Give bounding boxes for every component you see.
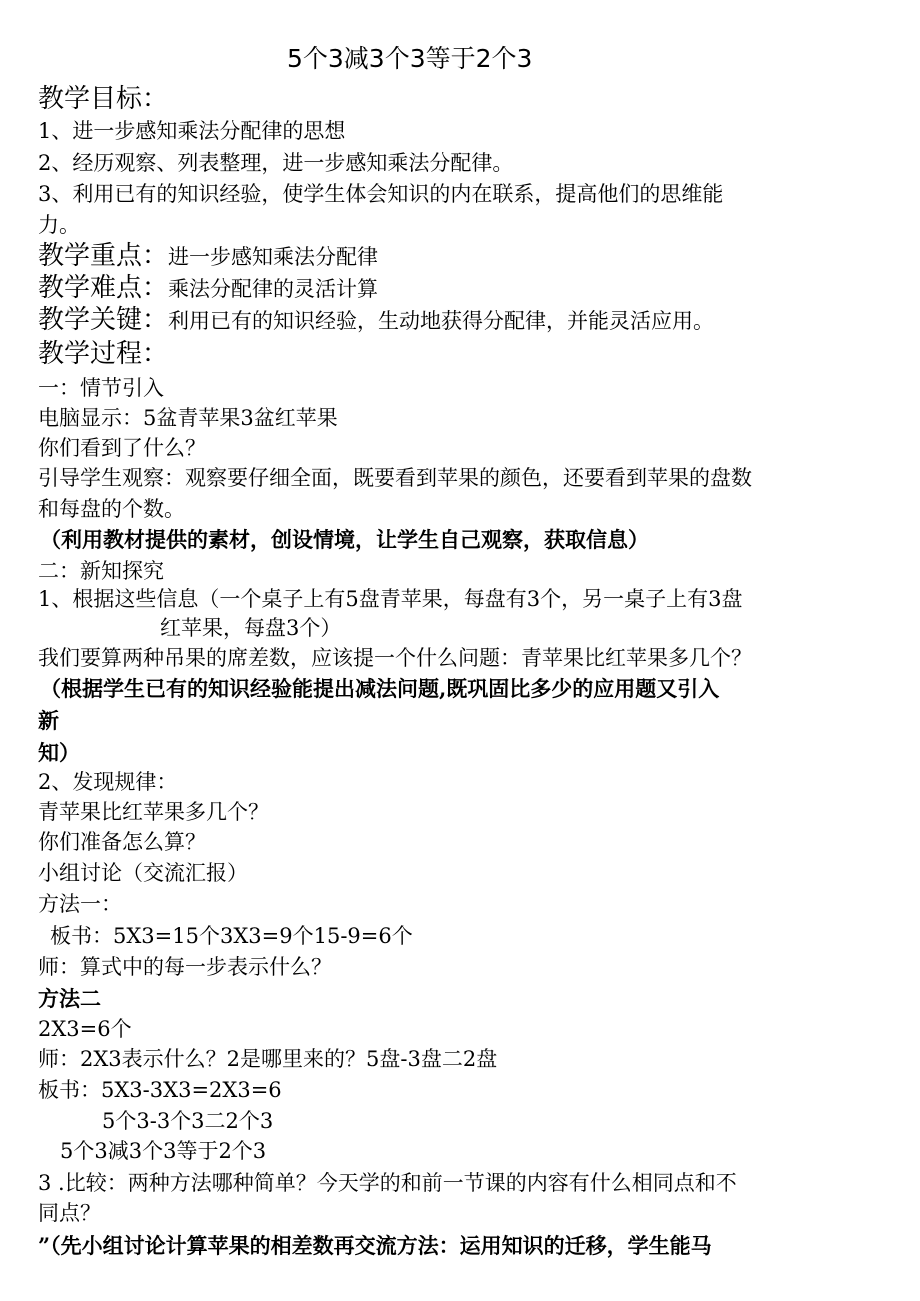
note-bold: ”（先小组讨论计算苹果的相差数再交流方法：运用知识的迁移，学生能马 bbox=[38, 1233, 712, 1258]
heading-difficulty: 教学难点： bbox=[38, 273, 169, 303]
text-line: 2、发现规律： bbox=[38, 770, 178, 794]
text-line: 红苹果，每盘3个） bbox=[160, 616, 342, 640]
text-line: 引导学生观察：观察要仔细全面，既要看到苹果的颜色，还要看到苹果的盘数 bbox=[38, 466, 752, 490]
key-point-row bbox=[38, 241, 378, 272]
method-2-heading: 方法二 bbox=[38, 986, 101, 1011]
text-line: 你们准备怎么算？ bbox=[38, 830, 206, 854]
text-line: 1、根据这些信息（一个桌子上有5盘青苹果，每盘有3个，另一桌子上有3盘 bbox=[38, 587, 743, 611]
text-line: 师：2X3表示什么？2是哪里来的？5盘-3盘二2盘 bbox=[38, 1047, 498, 1071]
text-line: 你们看到了什么？ bbox=[38, 436, 206, 460]
text-line: 2X3=6个 bbox=[38, 1017, 132, 1041]
difficulty-text: 乘法分配律的灵活计算 bbox=[168, 277, 379, 301]
note-bold: 知） bbox=[38, 740, 80, 765]
text-line: 方法一： bbox=[38, 892, 122, 916]
board-writing: 5个3-3个3二2个3 bbox=[102, 1109, 274, 1133]
text-line: 小组讨论（交流汇报） bbox=[38, 861, 248, 885]
section-2-heading: 二：新知探究 bbox=[38, 559, 164, 583]
objective-3-cont: 力。 bbox=[38, 213, 80, 237]
text-line: 青苹果比红苹果多几个？ bbox=[38, 800, 269, 824]
page-title: 5个3减3个3等于2个3 bbox=[287, 44, 533, 73]
note-bold: 新 bbox=[38, 708, 59, 733]
text-line: 我们要算两种吊果的席差数，应该提一个什么问题：青苹果比红苹果多几个？ bbox=[38, 646, 752, 670]
objective-3: 3、利用已有的知识经验，使学生体会知识的内在联系，提高他们的思维能 bbox=[38, 182, 724, 206]
text-line: 和每盘的个数。 bbox=[38, 497, 185, 521]
board-writing: 板书：5X3=15个3X3=9个15-9=6个 bbox=[50, 924, 413, 948]
key-text: 利用已有的知识经验，生动地获得分配律，并能灵活应用。 bbox=[168, 309, 715, 333]
heading-key: 教学关键： bbox=[38, 305, 169, 335]
key-point-text: 进一步感知乘法分配律 bbox=[168, 245, 379, 269]
text-line: 3 .比较：两种方法哪种简单？今天学的和前一节课的内容有什么相同点和不 bbox=[38, 1171, 737, 1195]
board-writing: 5个3减3个3等于2个3 bbox=[60, 1139, 267, 1163]
objective-2: 2、经历观察、列表整理，进一步感知乘法分配律。 bbox=[38, 151, 514, 175]
note-bold: （利用教材提供的素材，创设情境，让学生自己观察，获取信息） bbox=[40, 527, 649, 552]
heading-key-point: 教学重点： bbox=[38, 241, 169, 271]
heading-process: 教学过程： bbox=[38, 339, 169, 369]
difficulty-row bbox=[38, 273, 378, 304]
heading-objectives: 教学目标： bbox=[38, 84, 169, 114]
key-row bbox=[38, 305, 714, 336]
note-bold: （根据学生已有的知识经验能提出减法问题,既巩固比多少的应用题又引入 bbox=[40, 676, 720, 701]
board-writing: 板书：5X3-3X3=2X3=6 bbox=[38, 1078, 282, 1102]
section-1-heading: 一：情节引入 bbox=[38, 376, 164, 400]
objective-1: 1、进一步感知乘法分配律的思想 bbox=[38, 119, 346, 143]
text-line: 师：算式中的每一步表示什么？ bbox=[38, 955, 332, 979]
text-line: 电脑显示：5盆青苹果3盆红苹果 bbox=[38, 406, 338, 430]
text-line: 同点？ bbox=[38, 1201, 101, 1225]
